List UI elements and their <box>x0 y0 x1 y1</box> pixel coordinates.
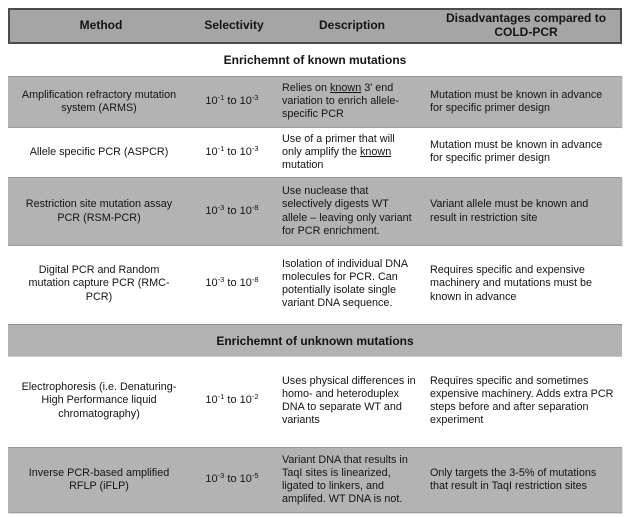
description-cell <box>274 449 426 512</box>
text-segment: Use nuclease that selectively digests WT allele – leaving only variant for PCR enrichment. <box>282 185 412 237</box>
sel-base: 10 <box>239 95 252 108</box>
sel-base: 10 <box>239 394 252 407</box>
sel-connector: to <box>224 473 240 486</box>
table-row-arms <box>8 76 622 128</box>
text-segment: 3' end variation to enrich allele-specific PCR <box>282 82 400 121</box>
disadvantages-cell: Requires specific and expensive machinery and mutations must be known in advance <box>430 264 593 303</box>
section-banner-known-mutations: Enrichemnt of known mutations <box>8 44 622 76</box>
disadvantages-cell: Mutation must be known in advance for specific primer design <box>430 88 603 114</box>
text-segment: mutation <box>282 158 324 171</box>
sel-base: 10 <box>239 277 252 290</box>
sel-base: 10 <box>205 277 218 290</box>
header-description: Description <box>318 18 385 33</box>
sel-exponent: -5 <box>251 471 259 481</box>
table-row-iflp <box>8 447 622 513</box>
sel-base: 10 <box>239 145 252 158</box>
header-selectivity: Selectivity <box>204 18 264 33</box>
text-segment: Uses physical differences in homo- and heteroduplex DNA to separate WT and variants <box>282 374 416 427</box>
sel-base: 10 <box>205 473 218 486</box>
sel-exponent: -3 <box>217 471 225 481</box>
sel-base: 10 <box>205 204 218 217</box>
sel-exponent: -3 <box>217 275 225 285</box>
sel-base: 10 <box>239 204 252 217</box>
text-segment: Isolation of individual DNA molecules for PCR. Can potentially isolate single variant DNA sequence. <box>282 257 408 310</box>
method-cell: Electrophoresis (i.e. Denaturing-High Performance liquid chromatography) <box>21 381 177 420</box>
sel-base: 10 <box>239 473 252 486</box>
sel-connector: to <box>224 204 240 217</box>
selectivity-cell <box>190 95 274 108</box>
sel-connector: to <box>224 95 240 108</box>
method-cell: Amplification refractory mutation system (ARMS) <box>21 88 177 114</box>
text-segment: Relies on <box>282 82 331 94</box>
sel-connector: to <box>224 394 240 407</box>
sel-exponent: -1 <box>217 392 225 402</box>
disadvantages-cell: Mutation must be known in advance for specific primer design <box>430 139 603 165</box>
header-disadvantages: Disadvantages compared to COLD-PCR <box>445 11 607 39</box>
selectivity-cell <box>190 143 274 159</box>
table-header-row <box>8 8 622 44</box>
section-banner-unknown-mutations: Enrichemnt of unknown mutations <box>8 324 622 357</box>
description-cell <box>274 180 426 243</box>
method-cell: Allele specific PCR (ASPCR) <box>29 145 169 158</box>
sel-exponent: -1 <box>217 143 225 153</box>
sel-exponent: -3 <box>251 143 259 153</box>
header-method: Method <box>79 18 123 33</box>
text-segment: Variant DNA that results in TaqI sites is linearized, ligated to linkers, and amplifed. WT DNA is not. <box>282 453 408 506</box>
selectivity-cell <box>190 202 274 218</box>
sel-connector: to <box>224 145 240 158</box>
description-cell <box>274 77 426 127</box>
sel-exponent: -8 <box>251 202 259 212</box>
underlined-text: known <box>330 82 362 94</box>
sel-base: 10 <box>205 145 218 158</box>
table-row-rmc-pcr <box>8 246 622 322</box>
text-segment: Use of a primer that will only amplify the <box>282 132 395 158</box>
method-cell: Restriction site mutation assay PCR (RSM-PCR) <box>25 198 173 224</box>
selectivity-cell <box>190 277 274 290</box>
method-cell: Digital PCR and Random mutation capture PCR (RMC-PCR) <box>28 264 170 303</box>
method-cell: Inverse PCR-based amplified RFLP (iFLP) <box>28 466 170 493</box>
table-row-aspcr <box>8 128 622 178</box>
disadvantages-cell: Only targets the 3-5% of mutations that result in TaqI restriction sites <box>430 466 597 493</box>
description-cell <box>274 370 426 433</box>
sel-exponent: -2 <box>251 392 259 402</box>
selectivity-cell <box>190 473 274 486</box>
description-cell <box>274 253 426 316</box>
disadvantages-cell: Requires specific and sometimes expensive machinery. Adds extra PCR steps before and after separation experiment <box>430 374 614 427</box>
description-cell <box>274 128 426 178</box>
sel-connector: to <box>224 277 240 290</box>
sel-base: 10 <box>205 95 218 108</box>
sel-exponent: -1 <box>217 93 225 103</box>
sel-base: 10 <box>205 394 218 407</box>
sel-exponent: -3 <box>217 202 225 212</box>
table-row-rsm-pcr <box>8 177 622 246</box>
table-row-electrophoresis <box>8 357 622 445</box>
sel-exponent: -3 <box>251 93 259 103</box>
sel-exponent: -8 <box>251 275 259 285</box>
disadvantages-cell: Variant allele must be known and result in restriction site <box>430 198 589 224</box>
underlined-text: known <box>360 145 392 158</box>
selectivity-cell <box>190 394 274 407</box>
